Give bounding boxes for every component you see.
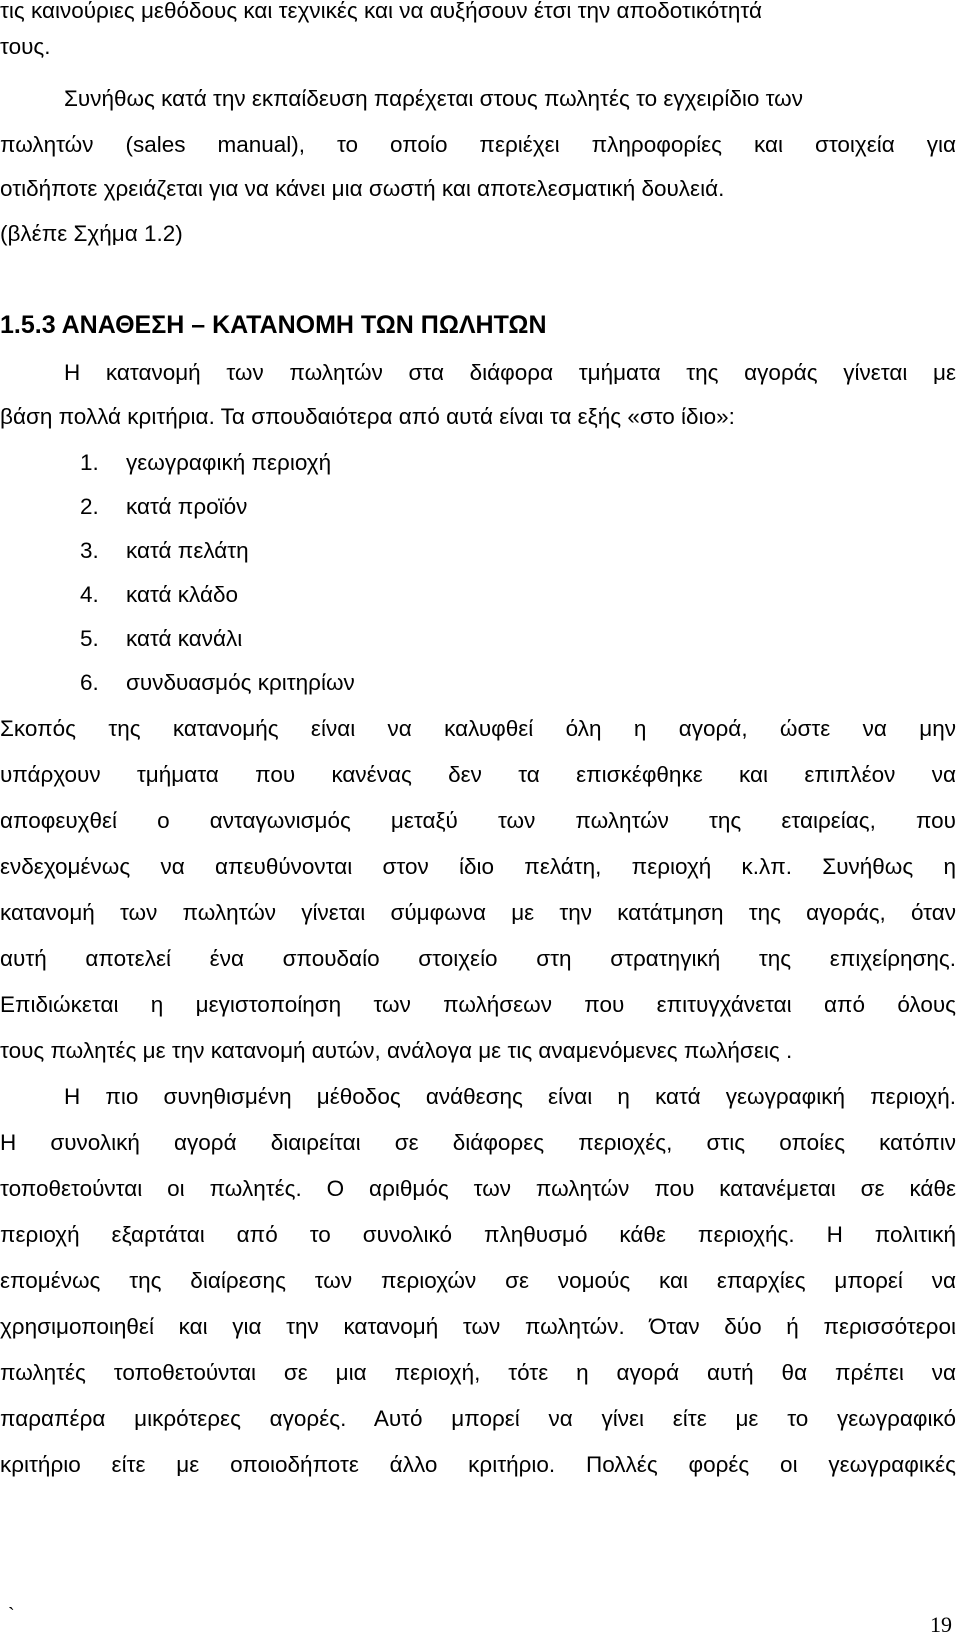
- list-number: 3.: [80, 538, 99, 563]
- list-item: [80, 668, 355, 698]
- list-number: 5.: [80, 626, 99, 651]
- text-line: επομένως της διαίρεσης των περιοχών σε νομούς και επαρχίες μπορεί να: [0, 1268, 956, 1293]
- text-line: τοποθετούνται οι πωλητές. Ο αριθμός των πωλητών που κατανέμεται σε κάθε: [0, 1176, 956, 1201]
- text-line: πωλητών (sales manual), το οποίο περιέχει πληροφορίες και στοιχεία για: [0, 132, 956, 157]
- text-line: Επιδιώκεται η μεγιστοποίηση των πωλήσεων που επιτυγχάνεται από όλους: [0, 992, 956, 1017]
- text-line: τους.: [0, 34, 51, 59]
- text-line: οτιδήποτε χρειάζεται για να κάνει μια σωστή και αποτελεσματική δουλειά.: [0, 176, 725, 201]
- list-number: 1.: [80, 450, 99, 475]
- page-number: 19: [930, 1612, 952, 1637]
- text-line: κατανομή των πωλητών γίνεται σύμφωνα με την κατάτμηση της αγοράς, όταν: [0, 900, 956, 925]
- list-item: [80, 580, 238, 610]
- text-line: Η συνολική αγορά διαιρείται σε διάφορες περιοχές, στις οποίες κατόπιν: [0, 1130, 956, 1155]
- list-text: γεωγραφική περιοχή: [126, 450, 332, 475]
- text-line: τους πωλητές με την κατανομή αυτών, ανάλογα με τις αναμενόμενες πωλήσεις .: [0, 1038, 793, 1063]
- text-line: χρησιμοποιηθεί και για την κατανομή των πωλητών. Όταν δύο ή περισσότεροι: [0, 1314, 956, 1339]
- footer-mark: `: [8, 1604, 15, 1626]
- text-line: αποφευχθεί ο ανταγωνισμός μεταξύ των πωλητών της εταιρείας, που: [0, 808, 956, 833]
- text-line: Η κατανομή των πωλητών στα διάφορα τμήματα της αγοράς γίνεται με: [64, 360, 956, 385]
- list-text: κατά πελάτη: [126, 538, 249, 563]
- list-text: κατά κανάλι: [126, 626, 243, 651]
- text-line: (βλέπε Σχήμα 1.2): [0, 221, 183, 246]
- text-line: Η πιο συνηθισμένη μέθοδος ανάθεσης είναι η κατά γεωγραφική περιοχή.: [64, 1084, 956, 1109]
- text-line: Συνήθως κατά την εκπαίδευση παρέχεται στους πωλητές το εγχειρίδιο των: [64, 86, 803, 111]
- list-text: συνδυασμός κριτηρίων: [126, 670, 355, 695]
- text-line: αυτή αποτελεί ένα σπουδαίο στοιχείο στη στρατηγική της επιχείρησης.: [0, 946, 956, 971]
- list-number: 2.: [80, 494, 99, 519]
- text-line: παραπέρα μικρότερες αγορές. Αυτό μπορεί να γίνει είτε με το γεωγραφικό: [0, 1406, 956, 1431]
- list-item: [80, 492, 247, 522]
- text-line: κριτήριο είτε με οποιοδήποτε άλλο κριτήριο. Πολλές φορές οι γεωγραφικές: [0, 1452, 956, 1477]
- text-line: περιοχή εξαρτάται από το συνολικό πληθυσμό κάθε περιοχής. Η πολιτική: [0, 1222, 956, 1247]
- text-line: πωλητές τοποθετούνται σε μια περιοχή, τότε η αγορά αυτή θα πρέπει να: [0, 1360, 956, 1385]
- section-heading: 1.5.3 ΑΝΑΘΕΣΗ – ΚΑΤΑΝΟΜΗ ΤΩΝ ΠΩΛΗΤΩΝ: [0, 311, 547, 339]
- list-item: [80, 448, 331, 478]
- list-item: [80, 624, 242, 654]
- list-item: [80, 536, 249, 566]
- text-line: βάση πολλά κριτήρια. Τα σπουδαιότερα από αυτά είναι τα εξής «στο ίδιο»:: [0, 404, 735, 429]
- list-number: 6.: [80, 670, 99, 695]
- text-line: υπάρχουν τμήματα που κανένας δεν τα επισκέφθηκε και επιπλέον να: [0, 762, 956, 787]
- list-text: κατά κλάδο: [126, 582, 239, 607]
- list-text: κατά προϊόν: [126, 494, 248, 519]
- text-line: τις καινούριες μεθόδους και τεχνικές και να αυξήσουν έτσι την αποδοτικότητά: [0, 0, 762, 23]
- text-line: ενδεχομένως να απευθύνονται στον ίδιο πελάτη, περιοχή κ.λπ. Συνήθως η: [0, 854, 956, 879]
- list-number: 4.: [80, 582, 99, 607]
- text-line: Σκοπός της κατανομής είναι να καλυφθεί όλη η αγορά, ώστε να μην: [0, 716, 956, 741]
